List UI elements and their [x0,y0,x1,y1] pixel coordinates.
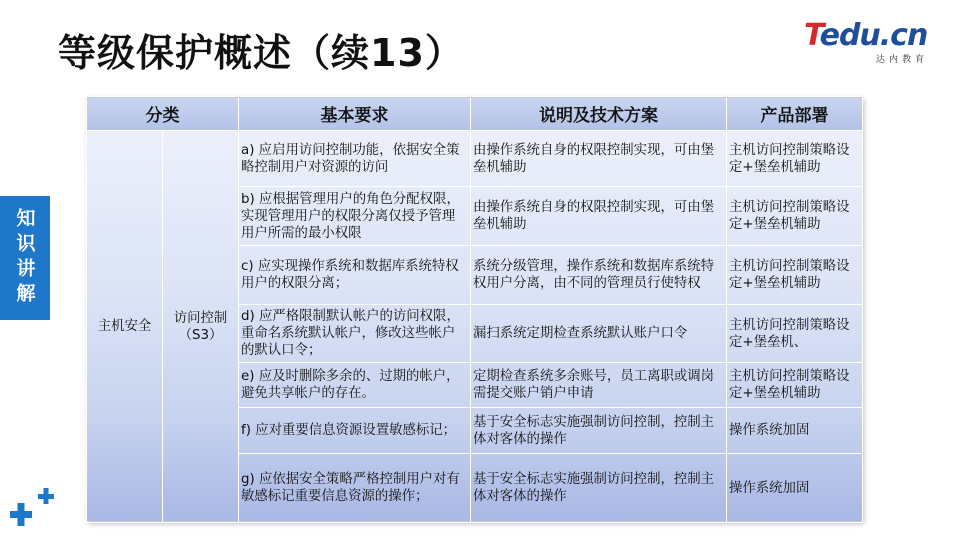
requirement-cell: a) 应启用访问控制功能，依据安全策略控制用户对资源的访问 [239,131,471,187]
deployment-cell: 主机访问控制策略设定+堡垒机辅助 [727,187,863,246]
page-title: 等级保护概述（续13） [58,31,464,75]
deployment-cell: 主机访问控制策略设定+堡垒机辅助 [727,131,863,187]
table-row [87,131,863,187]
requirements-table [86,96,862,521]
plus-decoration-icon [10,488,56,532]
deployment-cell: 主机访问控制策略设定+堡垒机辅助 [727,363,863,408]
deployment-cell: 操作系统加固 [727,408,863,454]
logo-letter: T [804,18,820,53]
solution-cell: 由操作系统自身的权限控制实现，可由堡垒机辅助 [471,187,727,246]
requirement-cell: e) 应及时删除多余的、过期的帐户，避免共享帐户的存在。 [239,363,471,408]
header-solution: 说明及技术方案 [471,97,727,131]
requirement-cell: f) 应对重要信息资源设置敏感标记； [239,408,471,454]
brand-logo [804,20,934,66]
header-deployment: 产品部署 [727,97,863,131]
solution-cell: 系统分级管理，操作系统和数据库系统特权用户分离，由不同的管理员行使特权 [471,246,727,305]
deployment-cell: 操作系统加固 [727,454,863,523]
subcategory-cell: 访问控制（S3） [163,131,239,523]
category-cell: 主机安全 [87,131,163,523]
requirement-cell: b) 应根据管理用户的角色分配权限，实现管理用户的权限分离仅授予管理用户所需的最小权限 [239,187,471,246]
requirement-cell: d) 应严格限制默认帐户的访问权限，重命名系统默认帐户，修改这些帐户的默认口令； [239,305,471,363]
section-tab [0,196,50,320]
solution-cell: 基于安全标志实施强制访问控制，控制主体对客体的操作 [471,408,727,454]
solution-cell: 基于安全标志实施强制访问控制，控制主体对客体的操作 [471,454,727,523]
header-requirement: 基本要求 [239,97,471,131]
solution-cell: 漏扫系统定期检查系统默认账户口令 [471,305,727,363]
deployment-cell: 主机访问控制策略设定+堡垒机辅助 [727,246,863,305]
section-tab-label: 知识讲解 [13,208,36,308]
requirement-cell: c) 应实现操作系统和数据库系统特权用户的权限分离； [239,246,471,305]
logo-text: edu.cn [819,18,928,53]
logo-tagline: 达内教育 [875,55,928,65]
requirement-cell: g) 应依据安全策略严格控制用户对有敏感标记重要信息资源的操作； [239,454,471,523]
header-category: 分类 [87,97,239,131]
solution-cell: 由操作系统自身的权限控制实现，可由堡垒机辅助 [471,131,727,187]
table-header-row [87,97,863,131]
solution-cell: 定期检查系统多余账号，员工离职或调岗需提交账户销户申请 [471,363,727,408]
deployment-cell: 主机访问控制策略设定+堡垒机、 [727,305,863,363]
